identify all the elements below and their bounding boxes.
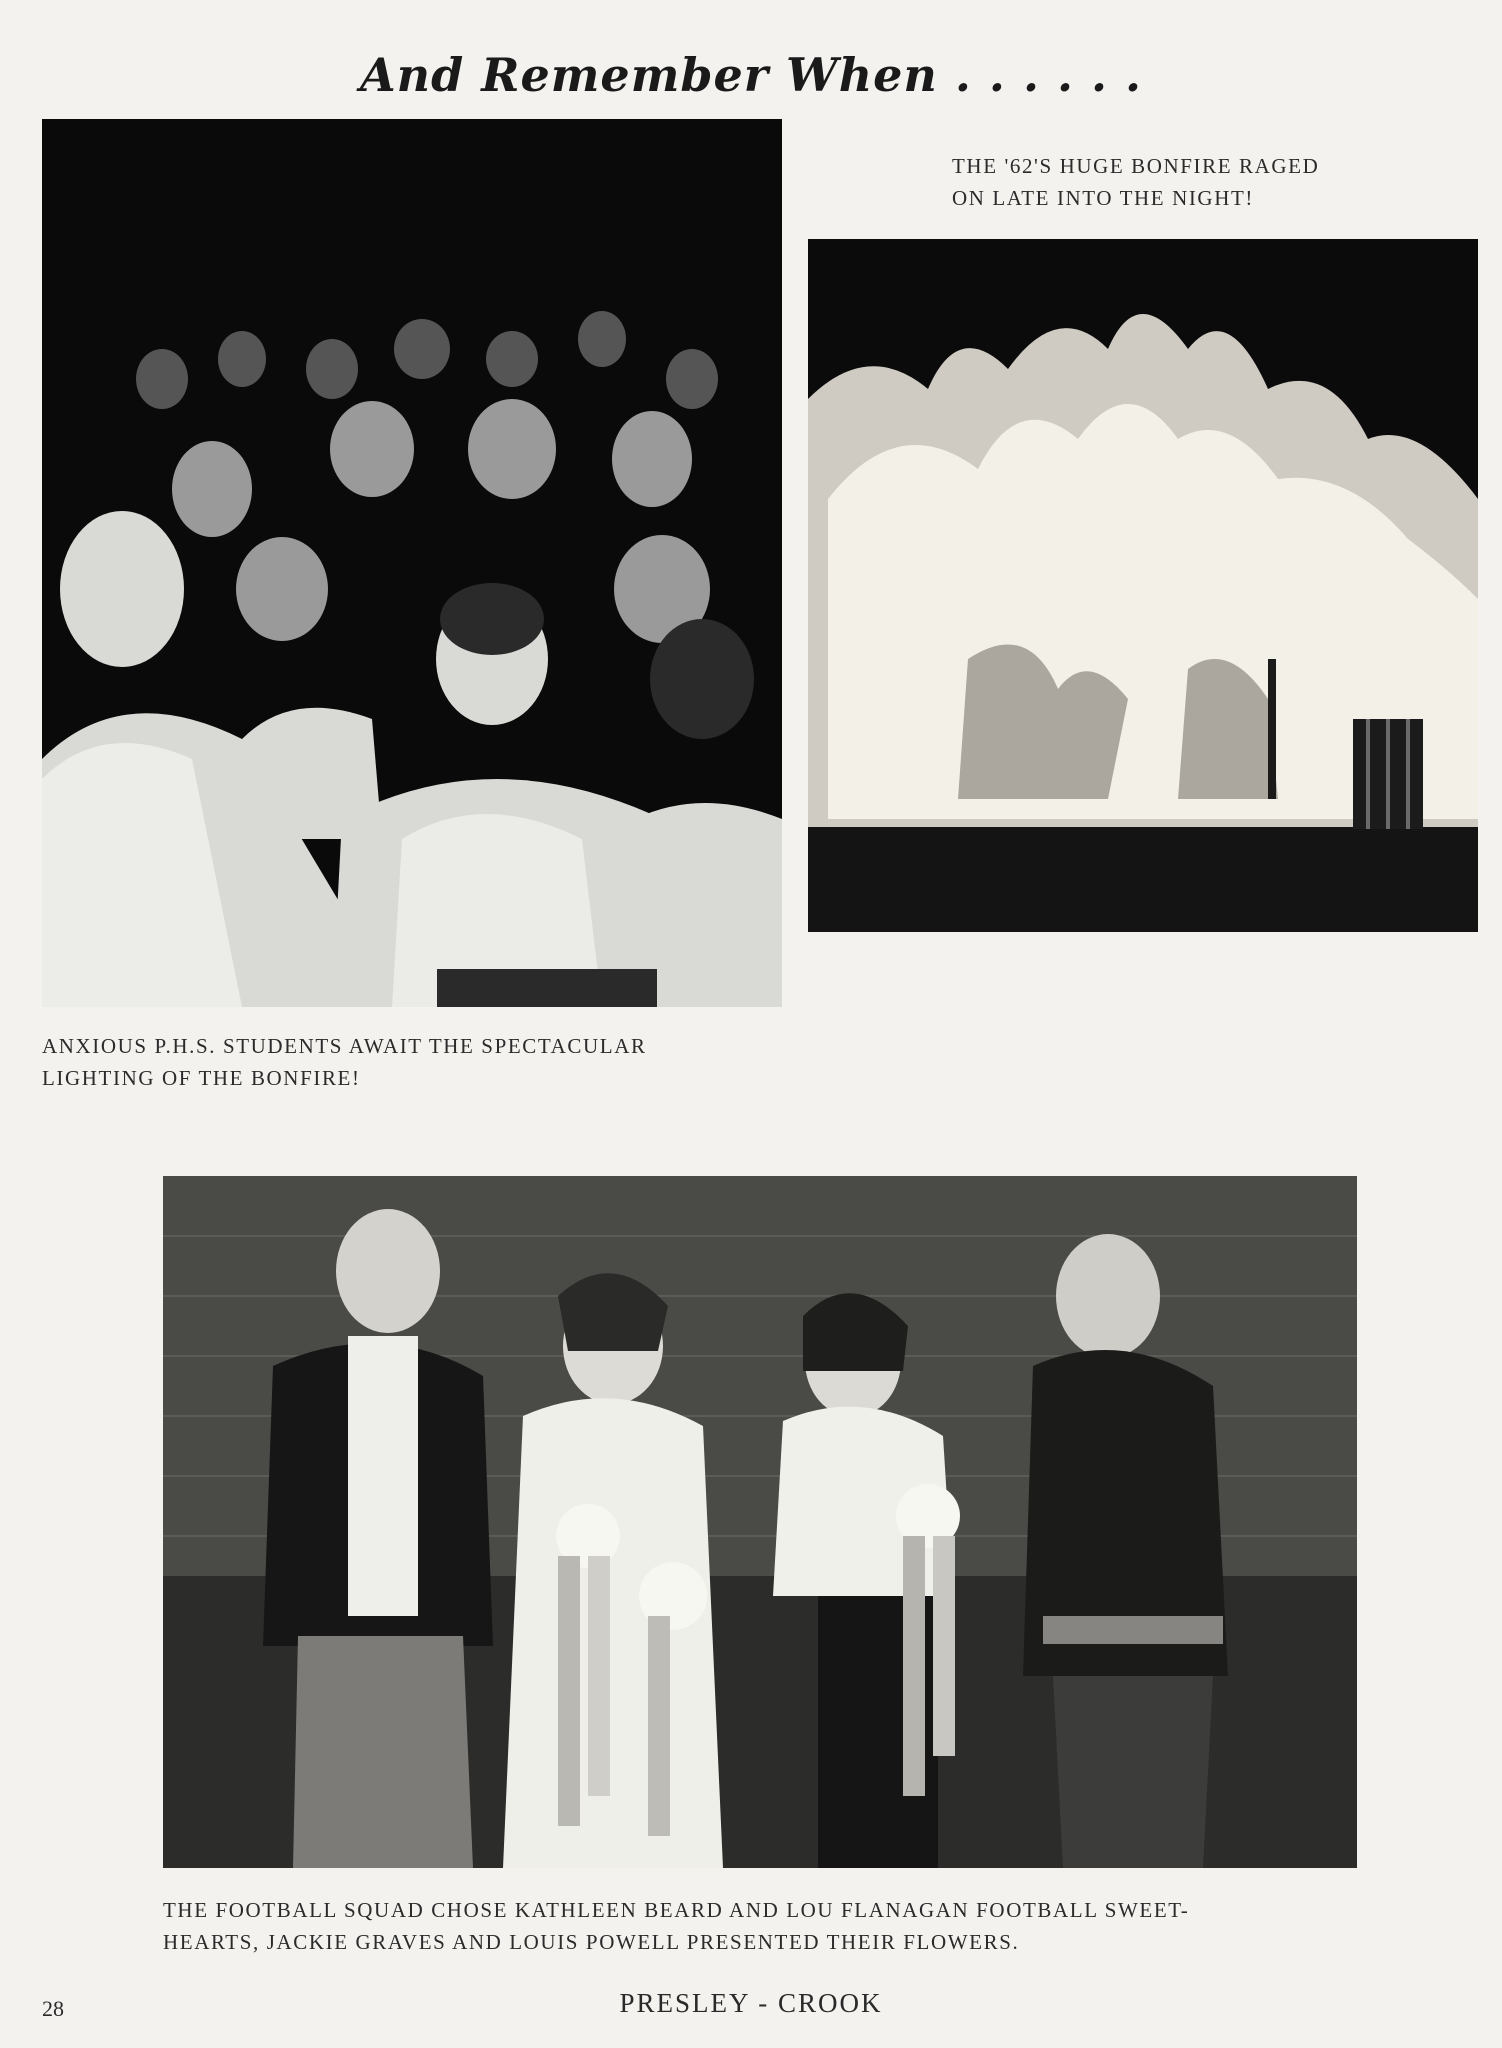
football-sweethearts-photo	[163, 1176, 1357, 1868]
footer-title: PRESLEY - CROOK	[619, 1988, 883, 2018]
crowd-caption	[42, 1030, 802, 1094]
page-title: And Remember When . . . . . .	[359, 48, 1143, 102]
sweethearts-caption-line-1: THE FOOTBALL SQUAD CHOSE KATHLEEN BEARD AND LOU FLANAGAN FOOTBALL SWEET-	[163, 1898, 1190, 1922]
crowd-photo	[42, 119, 782, 1007]
sweethearts-caption-line-2: HEARTS, JACKIE GRAVES AND LOUIS POWELL PRESENTED THEIR FLOWERS.	[163, 1930, 1020, 1954]
bonfire-caption-line-1: THE '62'S HUGE BONFIRE RAGED	[952, 154, 1320, 178]
sweethearts-caption	[163, 1894, 1383, 1958]
page-number: 28	[42, 1996, 64, 2021]
bonfire-caption-line-2: ON LATE INTO THE NIGHT!	[952, 186, 1254, 210]
bonfire-photo	[808, 239, 1478, 932]
bonfire-caption	[952, 150, 1452, 214]
crowd-caption-line-2: LIGHTING OF THE BONFIRE!	[42, 1066, 361, 1090]
crowd-caption-line-1: ANXIOUS P.H.S. STUDENTS AWAIT THE SPECTACULAR	[42, 1034, 647, 1058]
